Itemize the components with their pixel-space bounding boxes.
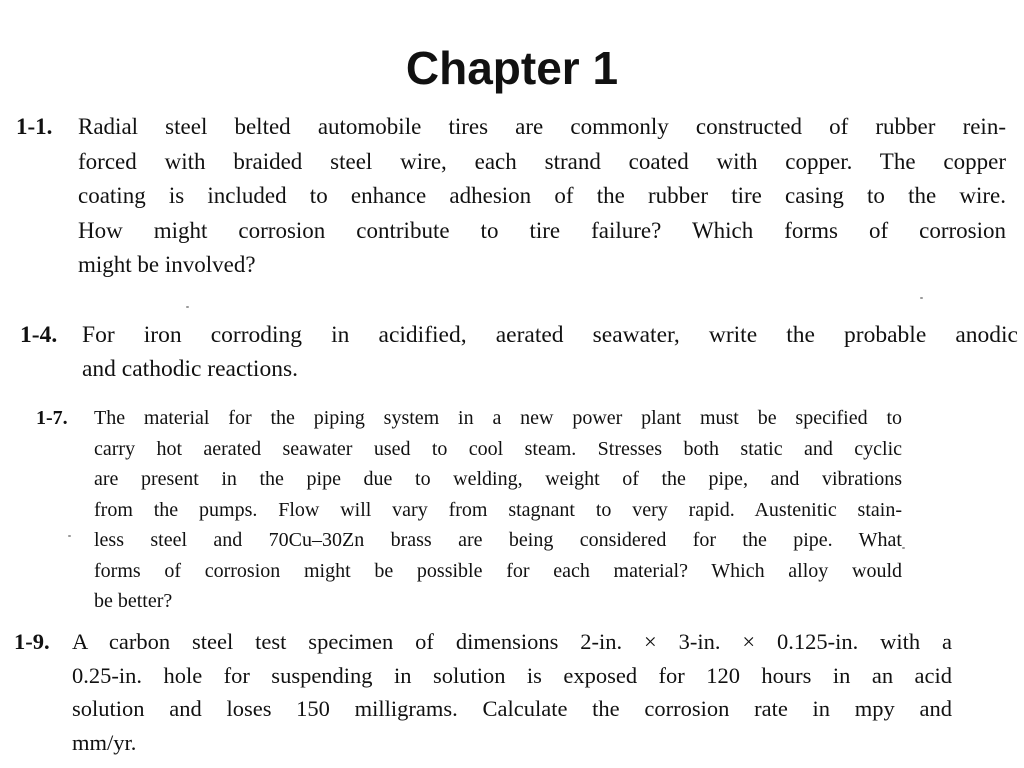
problem-text-line: less steel and 70Cu–30Zn brass are being considered for the pipe. What (94, 529, 902, 551)
problem-text-line: forms of corrosion might be possible for each material? Which alloy would (94, 559, 902, 582)
problem-text-line: might be involved? (78, 252, 256, 277)
problem-text-line: and cathodic reactions. (82, 356, 298, 382)
problem-number: 1-4. (20, 322, 58, 348)
problem-text (94, 403, 902, 617)
slide-title: Chapter 1 (405, 42, 619, 94)
scan-speck (186, 306, 189, 308)
problem-text-line: are present in the pipe due to welding, weight of the pipe, and vibrations (94, 468, 902, 490)
problem-text (82, 318, 1018, 386)
problem-text-line: solution and loses 150 milligrams. Calculate the corrosion rate in mpy and (72, 696, 952, 721)
problem-text-line: from the pumps. Flow will vary from stagnant to very rapid. Austenitic stain- (94, 498, 902, 521)
problem-number: 1-7. (36, 407, 68, 429)
scan-speck (68, 535, 71, 537)
problem-number: 1-9. (14, 629, 50, 654)
problem-text (78, 110, 1006, 283)
problem-text-line: Radial steel belted automobile tires are commonly constructed of rubber rein- (78, 114, 1006, 139)
problem-text (72, 625, 952, 759)
scan-speck (920, 297, 923, 299)
problem-number: 1-1. (16, 114, 53, 139)
problem-text-line: be better? (94, 590, 173, 612)
problem-text-line: forced with braided steel wire, each strand coated with copper. The copper (78, 148, 1006, 174)
problem-text-line: The material for the piping system in a new power plant must be specified to (94, 407, 902, 429)
problem-text-line: How might corrosion contribute to tire failure? Which forms of corrosion (78, 217, 1006, 243)
scan-speck (902, 547, 905, 549)
problem-text-line: carry hot aerated seawater used to cool steam. Stresses both static and cyclic (94, 437, 902, 460)
problem-text-line: coating is included to enhance adhesion of the rubber tire casing to the wire. (78, 183, 1006, 208)
problem-text-line: 0.25-in. hole for suspending in solution is exposed for 120 hours in an acid (72, 662, 952, 688)
problem-text-line: For iron corroding in acidified, aerated seawater, write the probable anodic (82, 322, 1018, 348)
problem-text-line: A carbon steel test specimen of dimensions 2-in. × 3-in. × 0.125-in. with a (72, 629, 952, 654)
problem-text-line: mm/yr. (72, 729, 137, 755)
